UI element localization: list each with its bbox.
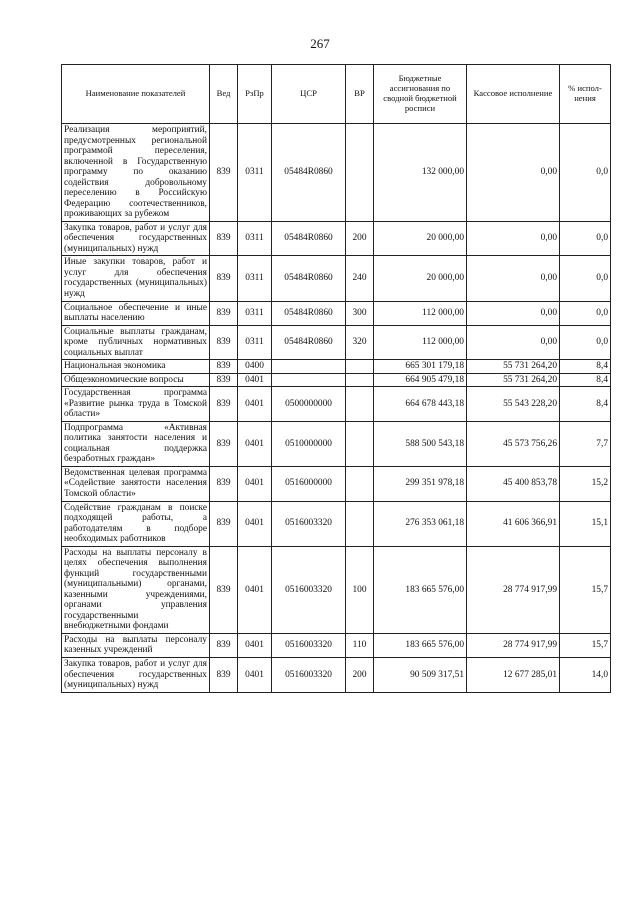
cell-rzpr: 0401 (238, 633, 272, 657)
cell-ved: 839 (210, 387, 238, 422)
cell-pct: 7,7 (560, 421, 611, 466)
cell-csr: 0516000000 (272, 466, 346, 501)
cell-pct: 0,0 (560, 124, 611, 222)
cell-rzpr: 0311 (238, 124, 272, 222)
cell-plan: 20 000,00 (374, 221, 467, 256)
cell-pct: 8,4 (560, 373, 611, 387)
cell-name: Подпрограмма «Активная политика занятости населения и социальная поддержка безработных граждан» (62, 421, 210, 466)
cell-pct: 8,4 (560, 360, 611, 374)
cell-vr (346, 421, 374, 466)
budget-table (61, 64, 611, 693)
cell-pct: 14,0 (560, 657, 611, 692)
cell-vr: 200 (346, 221, 374, 256)
cell-cash: 41 606 366,91 (467, 501, 560, 546)
cell-plan: 183 665 576,00 (374, 633, 467, 657)
cell-csr: 05484R0860 (272, 301, 346, 325)
header-name: Наименование показателей (62, 65, 210, 124)
cell-name: Национальная экономика (62, 360, 210, 374)
cell-name: Расходы на выплаты персоналу в целях обеспечения выполнения функций государственными (муниципальными) органами, казенными учреждениями, органами управления государственными внебюджетными фондами (62, 546, 210, 633)
cell-plan: 90 509 317,51 (374, 657, 467, 692)
cell-plan: 665 301 179,18 (374, 360, 467, 374)
cell-name: Социальные выплаты гражданам, кроме публичных нормативных социальных выплат (62, 325, 210, 360)
cell-plan: 299 351 978,18 (374, 466, 467, 501)
cell-name: Общеэкономические вопросы (62, 373, 210, 387)
table-row (62, 301, 611, 325)
cell-plan: 112 000,00 (374, 301, 467, 325)
cell-cash: 0,00 (467, 124, 560, 222)
cell-rzpr: 0311 (238, 256, 272, 301)
cell-ved: 839 (210, 124, 238, 222)
cell-pct: 15,2 (560, 466, 611, 501)
cell-vr (346, 360, 374, 374)
table-row (62, 221, 611, 256)
cell-csr (272, 360, 346, 374)
cell-pct: 0,0 (560, 301, 611, 325)
cell-vr (346, 501, 374, 546)
cell-ved: 839 (210, 325, 238, 360)
cell-ved: 839 (210, 421, 238, 466)
cell-rzpr: 0401 (238, 466, 272, 501)
cell-plan: 276 353 061,18 (374, 501, 467, 546)
cell-vr: 100 (346, 546, 374, 633)
table-row (62, 325, 611, 360)
cell-cash: 0,00 (467, 301, 560, 325)
cell-pct: 15,7 (560, 633, 611, 657)
table-row (62, 421, 611, 466)
header-csr: ЦСР (272, 65, 346, 124)
cell-vr: 240 (346, 256, 374, 301)
cell-ved: 839 (210, 501, 238, 546)
cell-name: Иные закупки товаров, работ и услуг для обеспечения государственных (муниципальных) нужд (62, 256, 210, 301)
cell-cash: 55 731 264,20 (467, 373, 560, 387)
cell-name: Государственная программа «Развитие рынка труда в Томской области» (62, 387, 210, 422)
cell-name: Реализация мероприятий, предусмотренных региональной программой переселения, включенной в Государственную программу по оказанию содействия добровольному переселению в Российскую Федерацию соотечественников, проживающих за рубежом (62, 124, 210, 222)
cell-plan: 664 905 479,18 (374, 373, 467, 387)
cell-csr: 05484R0860 (272, 124, 346, 222)
header-row (62, 65, 611, 124)
cell-vr: 320 (346, 325, 374, 360)
cell-cash: 28 774 917,99 (467, 633, 560, 657)
cell-csr: 0516003320 (272, 633, 346, 657)
cell-csr: 0516003320 (272, 546, 346, 633)
cell-ved: 839 (210, 657, 238, 692)
cell-name: Социальное обеспечение и иные выплаты населению (62, 301, 210, 325)
cell-pct: 15,1 (560, 501, 611, 546)
cell-csr: 0510000000 (272, 421, 346, 466)
cell-name: Закупка товаров, работ и услуг для обеспечения государственных (муниципальных) нужд (62, 221, 210, 256)
cell-cash: 12 677 285,01 (467, 657, 560, 692)
table-row (62, 633, 611, 657)
cell-rzpr: 0401 (238, 501, 272, 546)
cell-rzpr: 0401 (238, 657, 272, 692)
header-cash: Кассовое исполнение (467, 65, 560, 124)
header-ved: Вед (210, 65, 238, 124)
cell-rzpr: 0311 (238, 301, 272, 325)
cell-name: Содействие гражданам в поиске подходящей работы, а работодателям в подборе необходимых работников (62, 501, 210, 546)
table-body (62, 124, 611, 693)
cell-vr (346, 466, 374, 501)
cell-csr: 05484R0860 (272, 325, 346, 360)
cell-vr (346, 387, 374, 422)
cell-cash: 0,00 (467, 325, 560, 360)
header-pct: % испол-нения (560, 65, 611, 124)
header-rzpr: РзПр (238, 65, 272, 124)
cell-cash: 45 573 756,26 (467, 421, 560, 466)
cell-pct: 0,0 (560, 325, 611, 360)
table-row (62, 256, 611, 301)
cell-vr: 300 (346, 301, 374, 325)
cell-ved: 839 (210, 373, 238, 387)
cell-plan: 20 000,00 (374, 256, 467, 301)
table-row (62, 657, 611, 692)
cell-ved: 839 (210, 256, 238, 301)
cell-name: Расходы на выплаты персоналу казенных учреждений (62, 633, 210, 657)
table-row (62, 501, 611, 546)
cell-vr (346, 124, 374, 222)
table-row (62, 124, 611, 222)
cell-cash: 28 774 917,99 (467, 546, 560, 633)
cell-vr: 110 (346, 633, 374, 657)
cell-ved: 839 (210, 546, 238, 633)
cell-cash: 55 543 228,20 (467, 387, 560, 422)
cell-plan: 183 665 576,00 (374, 546, 467, 633)
cell-cash: 55 731 264,20 (467, 360, 560, 374)
cell-csr: 0500000000 (272, 387, 346, 422)
cell-pct: 0,0 (560, 256, 611, 301)
cell-pct: 8,4 (560, 387, 611, 422)
cell-plan: 112 000,00 (374, 325, 467, 360)
cell-rzpr: 0311 (238, 221, 272, 256)
cell-pct: 15,7 (560, 546, 611, 633)
header-plan: Бюджетные ассигнования по сводной бюджетной росписи (374, 65, 467, 124)
cell-name: Закупка товаров, работ и услуг для обеспечения государственных (муниципальных) нужд (62, 657, 210, 692)
cell-cash: 0,00 (467, 256, 560, 301)
cell-ved: 839 (210, 466, 238, 501)
cell-csr: 0516003320 (272, 501, 346, 546)
cell-pct: 0,0 (560, 221, 611, 256)
cell-rzpr: 0311 (238, 325, 272, 360)
cell-cash: 45 400 853,78 (467, 466, 560, 501)
cell-vr (346, 373, 374, 387)
cell-csr: 0516003320 (272, 657, 346, 692)
table-row (62, 387, 611, 422)
cell-plan: 664 678 443,18 (374, 387, 467, 422)
cell-rzpr: 0401 (238, 546, 272, 633)
table-row (62, 360, 611, 374)
cell-vr: 200 (346, 657, 374, 692)
cell-plan: 132 000,00 (374, 124, 467, 222)
cell-ved: 839 (210, 633, 238, 657)
table-row (62, 466, 611, 501)
table-row (62, 546, 611, 633)
cell-rzpr: 0401 (238, 387, 272, 422)
cell-rzpr: 0401 (238, 421, 272, 466)
cell-ved: 839 (210, 301, 238, 325)
header-vr: ВР (346, 65, 374, 124)
page-number: 267 (310, 36, 330, 51)
cell-csr: 05484R0860 (272, 256, 346, 301)
cell-plan: 588 500 543,18 (374, 421, 467, 466)
cell-rzpr: 0400 (238, 360, 272, 374)
cell-csr (272, 373, 346, 387)
cell-ved: 839 (210, 360, 238, 374)
cell-rzpr: 0401 (238, 373, 272, 387)
cell-csr: 05484R0860 (272, 221, 346, 256)
cell-name: Ведомственная целевая программа «Содействие занятости населения Томской области» (62, 466, 210, 501)
table-row (62, 373, 611, 387)
cell-ved: 839 (210, 221, 238, 256)
cell-cash: 0,00 (467, 221, 560, 256)
